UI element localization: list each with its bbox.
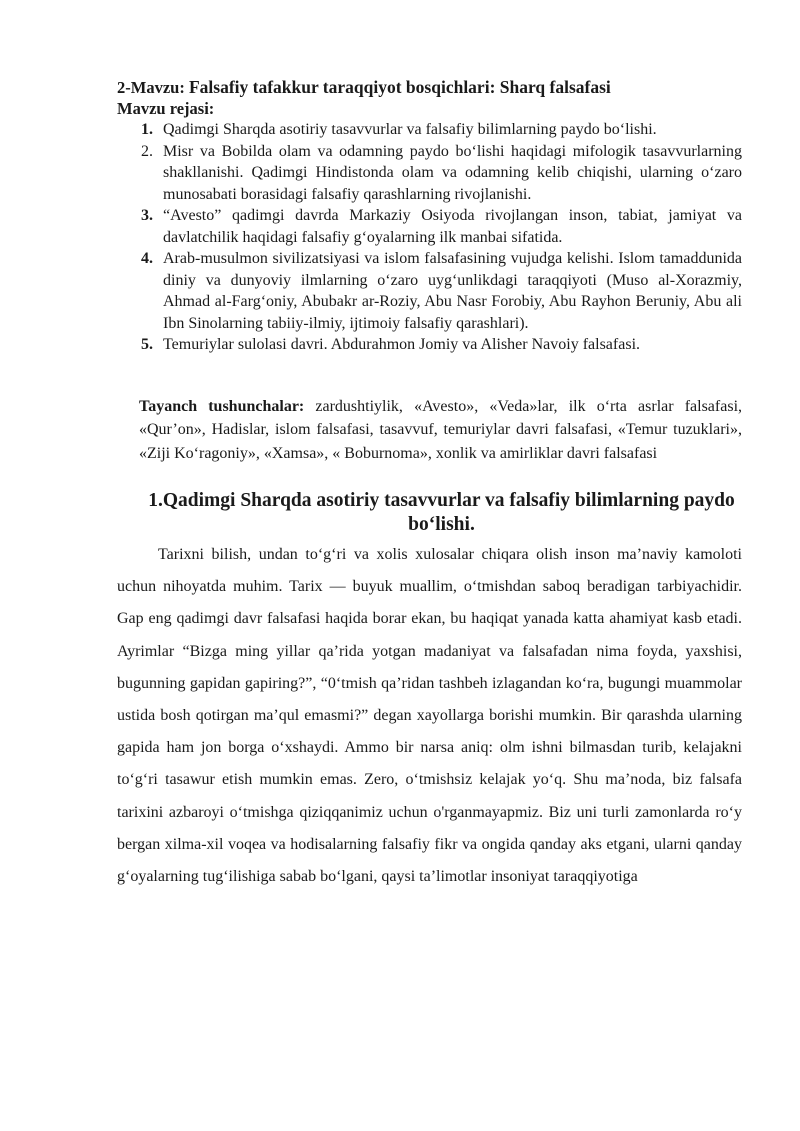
key-concepts-label: Tayanch tushunchalar: [139,397,305,415]
plan-item [141,141,742,206]
plan-item [141,205,742,248]
plan-item [141,119,742,141]
plan-label: Mavzu rejasi: [117,99,215,118]
topic-heading [117,76,742,99]
body-paragraph: Tarixni bilish, undan to‘g‘ri va xolis xulosalar chiqara olish inson ma’naviy kamoloti uchun nihoyatda muhim. Tarix — buyuk muallim, o‘tmishdan saboq beradigan tarbiyachidir. Gap eng qadimgi davr falsafasi haqida borar ekan, bu haqiqat yanada katta ahamiyat kasb etadi. Ayrimlar “Bizga ming yillar qa’rida yotgan madaniyat va falsafadan nima foyda, yaxshisi, bugunning gapidan gapiring?”, “0‘tmish qa’ridan tashbeh izlagandan ko‘ra, bugungi muammolar ustida bosh qotirgan ma’qul emasmi?” degan xayollarga borishi mumkin. Bir qarashda ularning gapida ham jon borga o‘xshaydi. Ammo bir narsa aniq: olm ishni bilmasdan turib, kelajakni to‘g‘ri tasawur etish mumkin emas. Zero, o‘tmishsiz kelajak yo‘q. Shu ma’noda, biz falsafa tarixini azbaroyi o‘tmishga qiziqqanimiz uchun o'rganmayapmiz. Biz uni turli zamonlarda ro‘y bergan xilma-xil voqea va hodisalarning falsafiy fikr va ongida qanday aks etgani, ularni qanday g‘oyalarning tug‘ilishiga sabab bo‘lgani, qaysi ta’limotlar insoniyat taraqqiyotiga [117,546,742,886]
plan-item [141,248,742,334]
topic-title: Falsafiy tafakkur taraqqiyot bosqichlari: Sharq falsafasi [188,77,611,97]
key-concepts-text: zardushtiylik, «Avesto», «Veda»lar, ilk o‘rta asrlar falsafasi, «Qur’on», Hadislar, islom falsafasi, tasavvuf, temuriylar davri falsafasi, «Temur tuzuklari», «Ziji Ko‘ragoniy», «Xamsa», « Boburnoma», xonlik va amirliklar davri falsafasi [139,397,743,462]
plan-item-text: Qadimgi Sharqda asotiriy tasavvurlar va falsafiy bilimlarning paydo bo‘lishi. [163,121,657,138]
plan-item-number: 4. [141,250,153,267]
plan-item-text: Arab-musulmon sivilizatsiyasi va islom falsafasining vujudga kelishi. Islom tamaddunida diniy va dunyoviy ilmlarning o‘zaro uyg‘unlikdagi taraqqiyoti (Muso al-Xorazmiy, Ahmad al-Farg‘oniy, Abubakr ar-Roziy, Abu Nasr Forobiy, Abu Rayhon Beruniy, Abu ali Ibn Sinolarning tabiiy-ilmiy, ijtimoiy falsafiy qarashlari). [163,250,742,332]
key-concepts [139,395,742,466]
plan-item [141,334,742,356]
topic-number: 2-Mavzu: [117,78,185,97]
plan-item-number: 5. [141,336,153,353]
plan-item-text: Misr va Bobilda olam va odamning paydo bo‘lishi haqidagi mifologik tasavvurlarning shakllanishi. Qadimgi Hindistonda olam va odamning kelib chiqishi, ularning o‘zaro munosabati borasidagi falsafiy qarashlarning rivojlanishi. [163,142,742,203]
plan-item-text: “Avesto” qadimgi davrda Markaziy Osiyoda rivojlangan inson, tabiat, jamiyat va davlatchilik haqidagi falsafiy g‘oyalarning ilk manbai sifatida. [163,207,742,246]
plan-item-number: 2. [141,142,153,160]
plan-item-number: 1. [141,121,153,138]
plan-list [117,119,742,356]
plan-item-number: 3. [141,207,153,224]
plan-item-text: Temuriylar sulolasi davri. Abdurahmon Jomiy va Alisher Navoiy falsafasi. [163,336,641,353]
section-heading: 1.Qadimgi Sharqda asotiriy tasavvurlar va falsafiy bilimlarning paydo bo‘lishi. [148,490,735,535]
